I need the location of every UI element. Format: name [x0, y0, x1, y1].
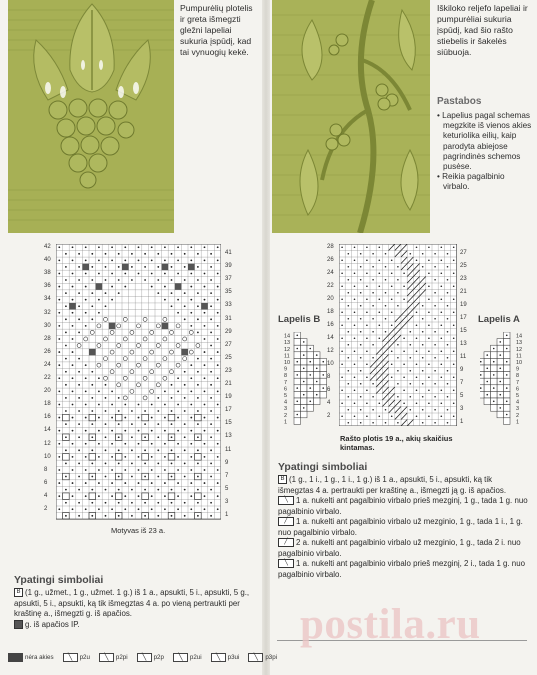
row-number: 31: [225, 315, 232, 322]
row-number: 7: [284, 379, 288, 386]
row-number: 22: [44, 375, 51, 381]
row-number: 11: [225, 446, 232, 453]
row-number: 16: [44, 414, 51, 421]
legend-symbol-icon: ╲: [173, 653, 188, 662]
row-number: 17: [460, 315, 467, 321]
row-number: 38: [44, 270, 51, 277]
row-number: 11: [516, 353, 522, 360]
row-number: 13: [460, 341, 467, 347]
row-number: 26: [44, 348, 51, 355]
row-number: 10: [327, 361, 334, 367]
row-number: 23: [225, 367, 232, 374]
row-number: 19: [225, 394, 232, 401]
row-number: 6: [327, 387, 331, 393]
legend-symbol-icon: ╲: [211, 653, 226, 662]
row-number: 32: [44, 309, 51, 316]
row-number: 39: [225, 263, 232, 270]
row-number: 18: [44, 401, 51, 408]
legend-label: p2ui: [189, 653, 202, 661]
row-number: 20: [44, 388, 51, 395]
watermark: postila.ru: [300, 601, 481, 648]
legend-symbol-icon: ╲: [137, 653, 152, 662]
symbols-left-title: Ypatingi simboliai: [14, 574, 104, 586]
symbol-legend-bar: [8, 651, 528, 663]
row-number: 2: [327, 413, 331, 419]
row-number: 23: [460, 276, 467, 282]
symbol-item: [278, 517, 528, 538]
symbol-text: 1 a. nukelti ant pagalbinio virbalo už mezginio, 1 g., tada 1 i., 1 g. nuo pagalbinio virbalo.: [278, 517, 523, 537]
legend-label: nėra akies: [25, 653, 54, 661]
row-number: 3: [516, 406, 520, 413]
row-number: 3: [284, 406, 288, 413]
legend-item: [173, 653, 202, 662]
row-number: 12: [44, 440, 51, 447]
row-number: 12: [516, 346, 523, 353]
row-number: 24: [44, 361, 51, 368]
row-number: 10: [516, 360, 523, 366]
row-number: 4: [327, 400, 331, 406]
photo-caption-left: Pumpurėlių plotelis ir greta išmegzti gležni lapeliai sukuria įspūdį, kad tai vynuogių kekė.: [180, 3, 253, 57]
row-number: 14: [327, 335, 334, 341]
legend-label: p2u: [79, 653, 90, 661]
symbol-item: [14, 588, 259, 620]
row-number: 3: [460, 406, 464, 412]
row-number: 8: [516, 373, 520, 380]
row-number: 40: [44, 257, 51, 264]
row-number: 10: [284, 360, 291, 366]
row-number: 3: [225, 498, 229, 505]
row-number: 28: [327, 244, 334, 250]
symbols-left-list: [14, 588, 259, 630]
row-number: 1: [284, 419, 288, 426]
row-number: 5: [284, 393, 288, 399]
row-number: 2: [44, 506, 48, 512]
row-number: 14: [44, 427, 51, 434]
row-number: 34: [44, 296, 51, 303]
left-chart-caption: Motyvas iš 23 a.: [111, 526, 166, 535]
note-item: • Reikia pagalbinio virbalo.: [437, 172, 505, 192]
row-number: 1: [516, 419, 520, 426]
row-number: 7: [460, 380, 464, 386]
row-number: 21: [460, 289, 467, 295]
knitting-photo-grapes: [8, 0, 174, 233]
symbol-text: (1 g., užmet., 1 g., užmet. 1 g.) iš 1 a., apsukti, 5 i., apsukti, 5 g., apsukti, 5 i., apsukti, ką tik išmegztas 4 a. po vieną pertraukti per kraštinę a., išmegzti g. iš apačios.: [14, 588, 250, 618]
row-number: 1: [225, 512, 229, 518]
legend-item: [63, 653, 90, 662]
row-number: 6: [44, 479, 48, 486]
row-number: 27: [460, 250, 467, 256]
row-number: 12: [284, 346, 291, 353]
row-number: 19: [460, 302, 467, 308]
note-item: • Lapelius pagal schemas megzkite iš vienos akies keturiolika eilių, kaip parodyta abiejose pagrindinės schemos pusėse.: [437, 111, 532, 172]
legend-label: p2p: [153, 653, 164, 661]
row-number: 22: [327, 283, 334, 289]
row-number: 29: [225, 328, 232, 335]
row-number: 24: [327, 270, 334, 276]
leaf-a-chart: [480, 332, 530, 433]
row-number: 12: [327, 348, 334, 354]
legend-symbol-icon: [8, 653, 23, 662]
cross-right-2purl-icon: ╲: [278, 559, 294, 568]
row-number: 9: [225, 459, 229, 466]
row-number: 25: [460, 263, 467, 269]
notes-title: Pastabos: [437, 96, 482, 107]
row-number: 27: [225, 341, 232, 348]
row-number: 14: [516, 333, 523, 340]
row-number: 8: [284, 373, 288, 380]
row-number: 36: [44, 283, 51, 290]
symbol-text: 1 a. nukelti ant pagalbinio virbalo prieš mezginį, 2 i., tada 1 g. nuo pagalbinio virbalo.: [278, 559, 525, 579]
cross-left-2purl-icon: ╱: [278, 538, 294, 547]
row-number: 6: [284, 386, 288, 393]
symbol-item: [278, 538, 528, 559]
legend-item: [137, 653, 164, 662]
photo-caption-right: Iškiloko reljefo lapeliai ir pumpurėliai sukuria įspūdį, kad šio rašto stiebelis ir šakelės siūbuoja.: [437, 3, 528, 57]
symbols-right-title: Ypatingi simboliai: [278, 461, 368, 473]
legend-label: p3pi: [265, 653, 278, 661]
row-number: 9: [460, 367, 464, 373]
row-number: 13: [225, 433, 232, 440]
row-number: 2: [284, 412, 288, 419]
twist-symbol-icon: [14, 620, 23, 629]
row-number: 35: [225, 289, 232, 296]
row-number: 8: [327, 374, 331, 380]
bobble-symbol-icon: B: [278, 475, 287, 484]
row-number: 5: [225, 485, 229, 492]
row-number: 30: [44, 322, 51, 329]
row-number: 16: [327, 322, 334, 328]
row-number: 21: [225, 381, 232, 387]
symbol-text: (1 g., 1 i., 1 g., 1 i., 1 g.) iš 1 a., apsukti, 5 i., apsukti, ką tik išmegztas 4 a. pertraukti per kraštinę a., išmegzti ją g. iš apačios.: [278, 475, 507, 495]
row-number: 8: [44, 466, 48, 473]
cross-left-purl-icon: ╱: [278, 517, 294, 526]
leaf-a-title: Lapelis A: [478, 314, 520, 325]
legend-item: [99, 653, 128, 662]
row-number: 9: [284, 366, 288, 373]
legend-label: p3ui: [227, 653, 240, 661]
symbol-item: [278, 496, 528, 517]
row-number: 13: [284, 340, 291, 347]
stem-leaf-chart: [339, 244, 457, 431]
symbol-item: [14, 620, 259, 631]
grape-motif-chart: [56, 244, 221, 525]
symbol-item: [278, 475, 528, 496]
row-number: 41: [225, 250, 232, 256]
symbol-text: g. iš apačios IP.: [25, 619, 80, 629]
row-number: 7: [516, 379, 520, 386]
row-number: 17: [225, 407, 232, 414]
legend-symbol-icon: ╲: [248, 653, 263, 662]
row-number: 2: [516, 412, 520, 419]
row-number: 20: [327, 296, 334, 302]
knitting-photo-leaves: [272, 0, 430, 233]
row-number: 1: [460, 419, 464, 425]
row-number: 37: [225, 276, 232, 283]
row-number: 4: [284, 399, 288, 406]
row-number: 4: [516, 399, 520, 406]
row-number: 4: [44, 492, 48, 499]
right-chart-caption: Rašto plotis 19 a., akių skaičius kintamas.: [340, 434, 453, 452]
row-number: 5: [516, 393, 520, 399]
legend-symbol-icon: ╲: [63, 653, 78, 662]
row-number: 42: [44, 244, 51, 250]
symbol-text: 2 a. nukelti ant pagalbinio virbalo už mezginio, 1 g., tada 2 i. nuo pagalbinio virbalo.: [278, 538, 521, 558]
row-number: 5: [460, 393, 464, 399]
row-number: 7: [225, 472, 229, 479]
legend-symbol-icon: ╲: [99, 653, 114, 662]
row-number: 18: [327, 309, 334, 315]
legend-label: p2pi: [115, 653, 128, 661]
page-gutter: [262, 0, 270, 675]
legend-item: [211, 653, 240, 662]
row-number: 15: [460, 328, 467, 334]
leaf-b-chart: [282, 332, 332, 433]
symbol-item: [278, 559, 528, 580]
bobble-symbol-icon: B: [14, 588, 23, 597]
row-number: 25: [225, 354, 232, 361]
legend-item: [8, 653, 54, 662]
symbol-text: 1 a. nukelti ant pagalbinio virbalo prieš mezginį, 1 g., tada 1 g. nuo pagalbinio virbalo.: [278, 496, 528, 516]
row-number: 26: [327, 257, 334, 263]
row-number: 13: [516, 340, 523, 347]
row-number: 6: [516, 386, 520, 393]
cross-right-icon: ╲: [278, 496, 294, 505]
row-number: 11: [460, 354, 467, 360]
row-number: 10: [44, 453, 51, 460]
leaf-b-title: Lapelis B: [278, 314, 321, 325]
legend-item: [248, 653, 277, 662]
row-number: 33: [225, 302, 232, 309]
row-number: 28: [44, 335, 51, 342]
row-number: 11: [284, 353, 290, 360]
symbols-right-list: [278, 475, 528, 580]
row-number: 14: [284, 333, 291, 340]
row-number: 9: [516, 366, 520, 373]
notes-list: [437, 111, 533, 193]
row-number: 15: [225, 420, 232, 427]
